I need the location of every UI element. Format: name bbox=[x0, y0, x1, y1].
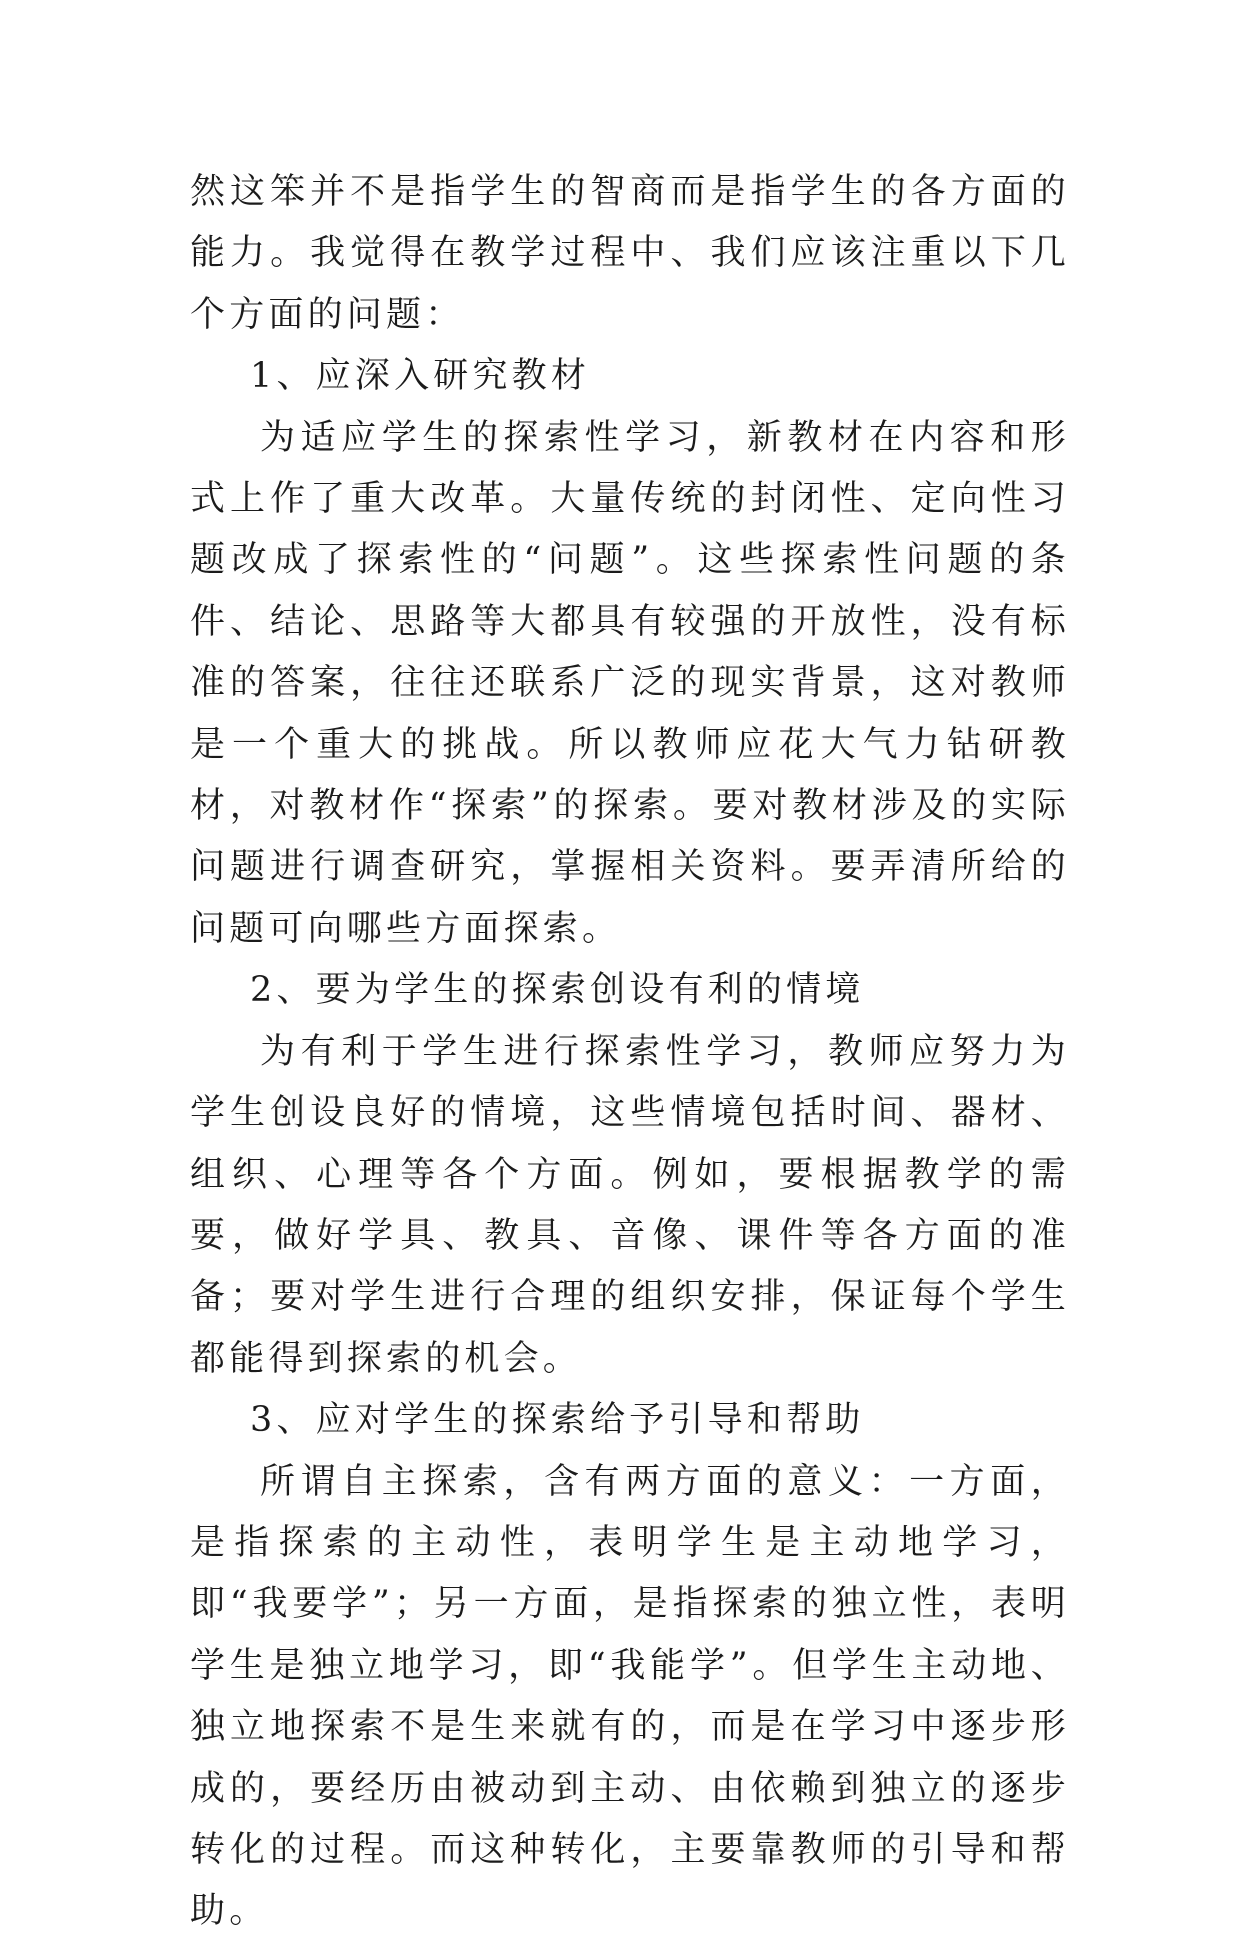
section-heading-3: 3、应对学生的探索给予引导和帮助 bbox=[250, 1400, 865, 1441]
paragraph-section-1: 为适应学生的探索性学习，新教材在内容和形式上作了重大改革。大量传统的封闭性、定向性习题改成了探索性的“问题”。这些探索性问题的条件、结论、思路等大都具有较强的开放性，没有标准的答案，往往还联系广泛的现实背景，这对教师是一个重大的挑战。所以教师应花大气力钻研教材，对教材作“探索”的探索。要对教材涉及的实际问题进行调查研究，掌握相关资料。要弄清所给的问题可向哪些方面探索。 bbox=[190, 417, 1070, 949]
paragraph-section-3: 所谓自主探索，含有两方面的意义：一方面，是指探索的主动性，表明学生是主动地学习，即“我要学”；另一方面，是指探索的独立性，表明学生是独立地学习，即“我能学”。但学生主动地、独立地探索不是生来就有的，而是在学习中逐步形成的，要经历由被动到主动、由依赖到独立的逐步转化的过程。而这种转化，主要靠教师的引导和帮助。 bbox=[190, 1461, 1070, 1932]
document-body bbox=[190, 162, 1070, 1943]
paragraph-section-2: 为有利于学生进行探索性学习，教师应努力为学生创设良好的情境，这些情境包括时间、器材、组织、心理等各个方面。例如，要根据教学的需要，做好学具、教具、音像、课件等各方面的准备；要对学生进行合理的组织安排，保证每个学生都能得到探索的机会。 bbox=[190, 1031, 1070, 1379]
section-heading-2: 2、要为学生的探索创设有利的情境 bbox=[250, 970, 865, 1011]
section-heading-1: 1、应深入研究教材 bbox=[250, 356, 591, 397]
paragraph-intro: 然这笨并不是指学生的智商而是指学生的各方面的能力。我觉得在教学过程中、我们应该注重以下几个方面的问题： bbox=[190, 172, 1070, 335]
